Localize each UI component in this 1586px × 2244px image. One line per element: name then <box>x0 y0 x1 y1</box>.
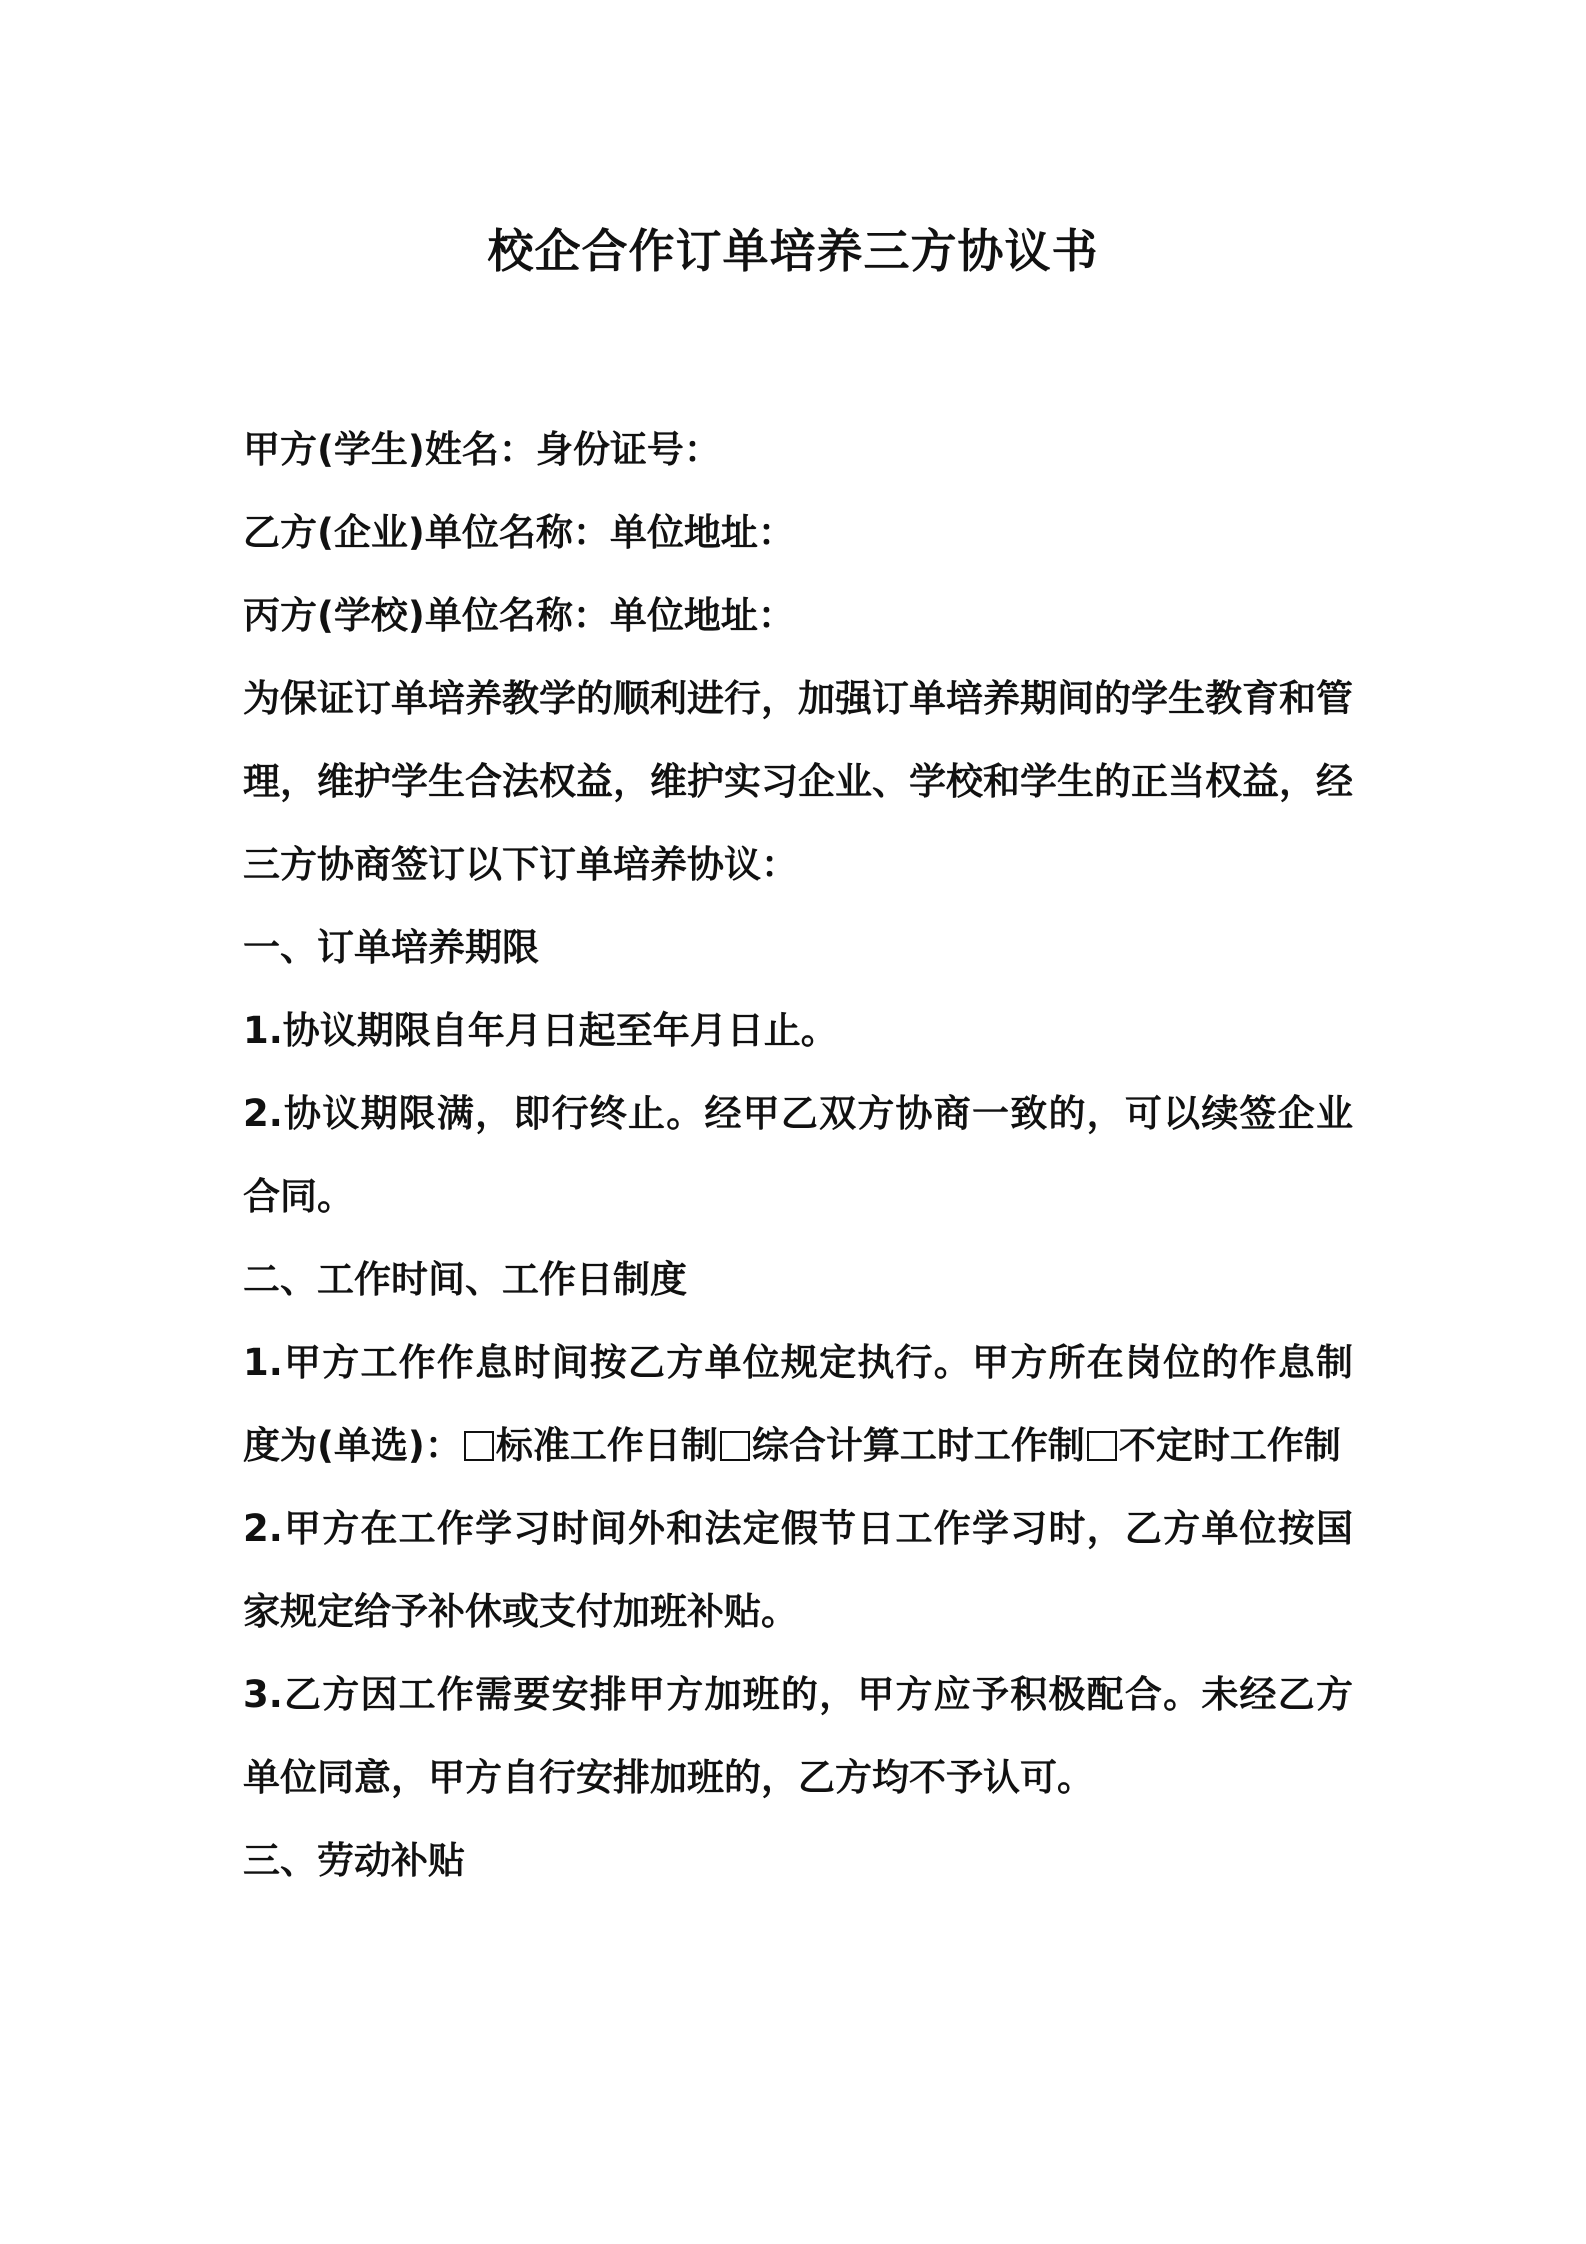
section-2-item-1 <box>243 1321 1353 1487</box>
party-b-line: 乙方(企业)单位名称：单位地址： <box>243 511 795 554</box>
checkbox-standard-workday[interactable] <box>464 1431 494 1461</box>
option-flexible-hours: 不定时工作制 <box>1118 1424 1341 1467</box>
option-standard-workday: 标准工作日制 <box>495 1424 718 1467</box>
section-2-heading: 二、工作时间、工作日制度 <box>243 1258 687 1301</box>
checkbox-flexible-hours[interactable] <box>1087 1431 1117 1461</box>
party-c-line: 丙方(学校)单位名称：单位地址： <box>243 594 795 637</box>
section-1-heading: 一、订单培养期限 <box>243 926 539 969</box>
document-title: 校企合作订单培养三方协议书 <box>487 224 1099 278</box>
section-1-item-1: 1.协议期限自年月日起至年月日止。 <box>243 1009 838 1052</box>
section-2-item-2: 2.甲方在工作学习时间外和法定假节日工作学习时，乙方单位按国家规定给予补休或支付加班补贴。 <box>243 1507 1353 1633</box>
document-body <box>243 408 1353 1902</box>
option-comprehensive-hours: 综合计算工时工作制 <box>751 1424 1085 1467</box>
section-3-heading: 三、劳动补贴 <box>243 1839 465 1882</box>
section-2-item-1-text: 1.甲方工作作息时间按乙方单位规定执行。甲方所在岗位的作息制度为(单选)： <box>243 1341 1353 1467</box>
intro-paragraph: 为保证订单培养教学的顺利进行，加强订单培养期间的学生教育和管理，维护学生合法权益，维护实习企业、学校和学生的正当权益，经三方协商签订以下订单培养协议： <box>243 677 1353 886</box>
section-2-item-3: 3.乙方因工作需要安排甲方加班的，甲方应予积极配合。未经乙方单位同意，甲方自行安排加班的，乙方均不予认可。 <box>243 1673 1353 1799</box>
section-1-item-2: 2.协议期限满，即行终止。经甲乙双方协商一致的，可以续签企业合同。 <box>243 1092 1353 1218</box>
party-a-line: 甲方(学生)姓名：身份证号： <box>243 428 721 471</box>
checkbox-comprehensive-hours[interactable] <box>720 1431 750 1461</box>
